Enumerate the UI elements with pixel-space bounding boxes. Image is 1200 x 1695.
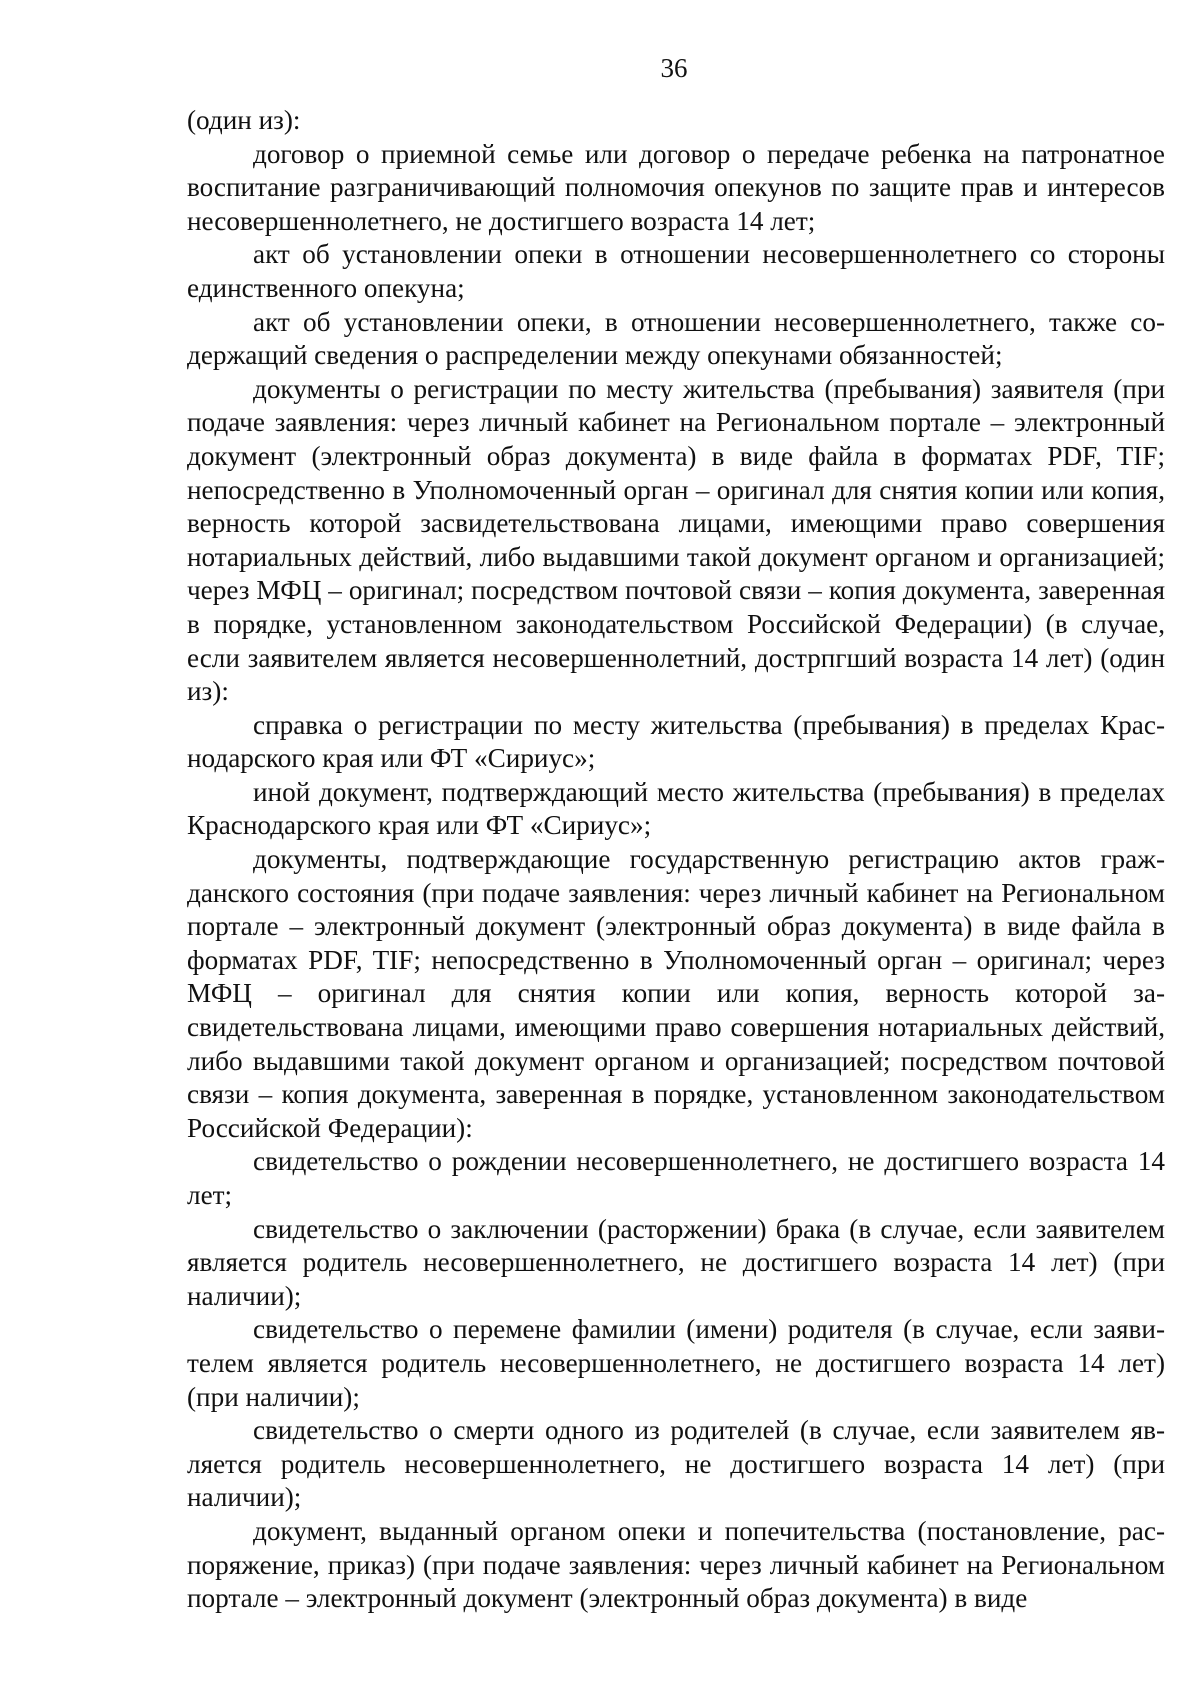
paragraph-civil-status-documents: документы, подтверждающие государственную регистрацию актов гражданского состояния (при подаче заявления: через личный кабинет на Региональном портале – электронный документ (электронный образ документа) в виде файла в форматах PDF, TIF; непосредственно в Уполномоченный орган – оригинал; через МФЦ – оригинал для снятия копии или копия, верность которой засвидетельствована лицами, имеющими право совершения нотариальных действий, либо выдавшими такой документ органом и организацией; посредством почтовой связи – копия документа, заверенная в порядке, установленном законодательством Российской Федерации): (187, 844, 1165, 1143)
paragraph-name-change-certificate: свидетельство о перемене фамилии (имени) родителя (в случае, если заявителем является родитель несовершеннолетнего, не достигшего возраста 14 лет) (при наличии); (187, 1314, 1165, 1412)
paragraph-death-certificate: свидетельство о смерти одного из родителей (в случае, если заявителем является родитель несовершеннолетнего, не достигшего возраста 14 лет) (при наличии); (187, 1415, 1165, 1513)
paragraph-intro: (один из): (187, 105, 301, 135)
paragraph-registration-documents: документы о регистрации по месту жительства (пребывания) заявителя (при подаче заявления: через личный кабинет на Региональном портале – электронный документ (электронный образ документа) в виде файла в форматах PDF, TIF; непосредственно в Уполномоченный орган – оригинал для снятия копии или копия, верность которой засвидетельствована лицами, имеющими право совершения нотариальных действий, либо выдавшими такой документ органом и организацией; через МФЦ – оригинал; посредством почтовой связи – копия документа, заверенная в порядке, установленном законодательством Российской Федерации) (в случае, если заявителем является несовершеннолетний, дострпгший возраста 14 лет) (один из): (187, 373, 1165, 707)
paragraph-guardianship-shared: акт об установлении опеки, в отношении несовершеннолетнего, также содержащий сведения о распределении между опекунами обязанностей; (187, 306, 1165, 371)
paragraph-guardianship-sole: акт об установлении опеки в отношении несовершеннолетнего со стороны единственного опекуна; (187, 239, 1165, 303)
paragraph-marriage-certificate: свидетельство о заключении (расторжении) брака (в случае, если заявителем является родитель несовершеннолетнего, не достигшего возраста 14 лет) (при наличии); (187, 1213, 1165, 1311)
page-number: 36 (660, 53, 688, 83)
paragraph-residence-document: иной документ, подтверждающий место жительства (пребывания) в пределах Краснодарского края или ФТ «Сириус»; (187, 776, 1165, 841)
document-body (187, 104, 1165, 1616)
paragraph-foster-agreement: договор о приемной семье или договор о передаче ребенка на патронатное воспитание разграничивающий полномочия опекунов по защите прав и интересов несовершеннолетнего, не достигшего возраста 14 лет; (187, 138, 1165, 236)
paragraph-registration-certificate: справка о регистрации по месту жительства (пребывания) в пределах Краснодарского края или ФТ «Сириус»; (187, 709, 1165, 774)
paragraph-guardianship-authority-document: документ, выданный органом опеки и попечительства (постановление, распоряжение, приказ) (при подаче заявления: через личный кабинет на Региональном портале – электронный документ (электронный образ документа) в виде (187, 1515, 1165, 1614)
paragraph-birth-certificate: свидетельство о рождении несовершеннолетнего, не достигшего возраста 14 лет; (187, 1146, 1165, 1210)
